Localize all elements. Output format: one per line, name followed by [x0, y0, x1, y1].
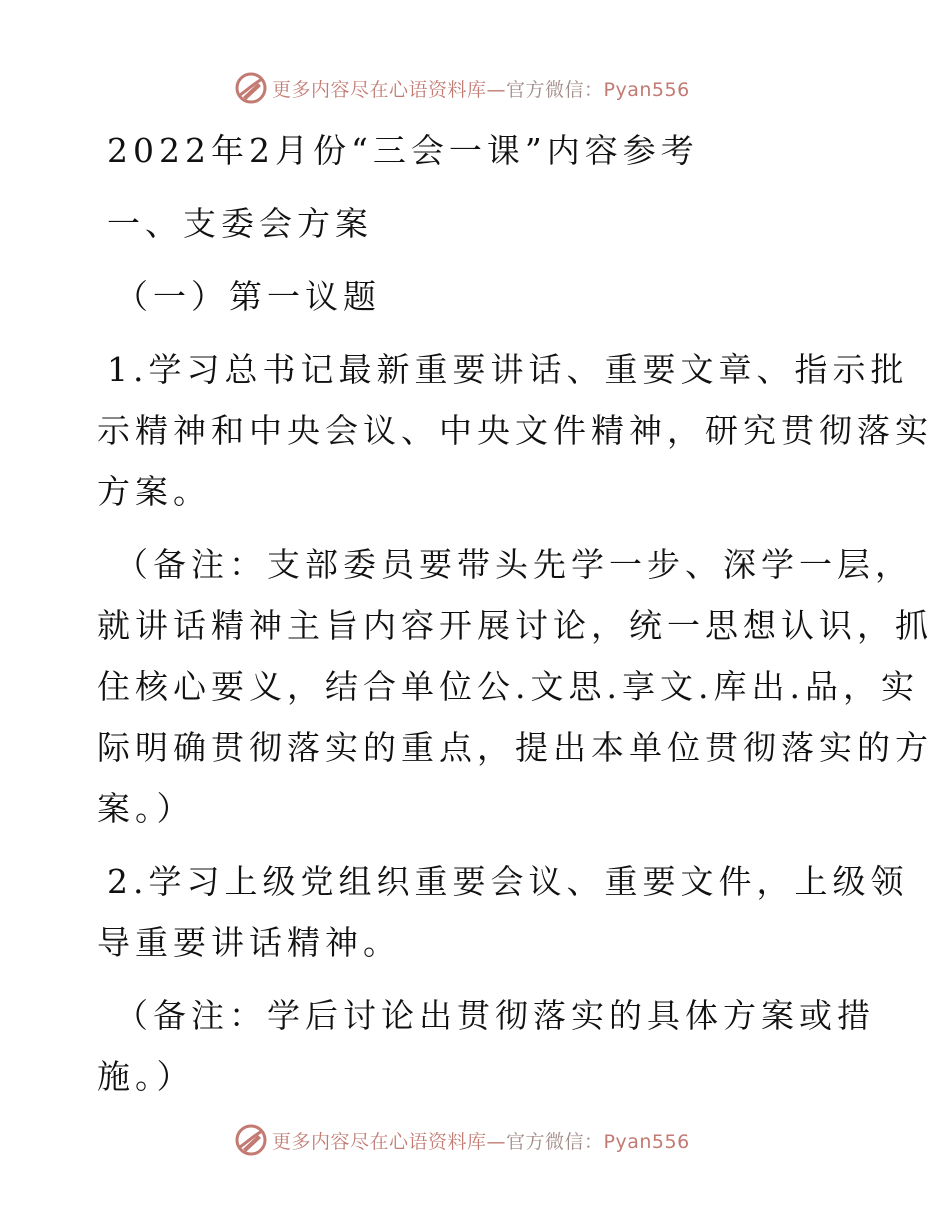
paragraph-line: 导重要讲话精神。	[97, 923, 401, 962]
paragraph-line: 示精神和中央会议、中央文件精神，研究贯彻落实	[97, 411, 933, 450]
subsection-heading: （一）第一议题	[115, 277, 381, 316]
paragraph-line: 案。）	[97, 789, 195, 828]
page-title: 2022年2月份“三会一课”内容参考	[107, 131, 699, 170]
watermark-banner-top	[234, 68, 754, 108]
document-body	[97, 118, 933, 1107]
agenda-note-1	[97, 534, 933, 839]
agenda-item-2	[97, 851, 909, 973]
agenda-item-1	[97, 339, 933, 522]
pen-logo-icon	[234, 1123, 268, 1157]
section-heading: 一、支委会方案	[107, 204, 373, 243]
agenda-note-2	[97, 985, 875, 1107]
paragraph-line: 2.学习上级党组织重要会议、重要文件，上级领	[107, 862, 909, 901]
paragraph-line: 施。）	[97, 1057, 195, 1096]
paragraph-line: （备注：学后讨论出贯彻落实的具体方案或措	[115, 996, 875, 1035]
paragraph-line: 就讲话精神主旨内容开展讨论，统一思想认识，抓	[97, 606, 933, 645]
paragraph-line: 际明确贯彻落实的重点，提出本单位贯彻落实的方	[97, 728, 933, 767]
watermark-text: 更多内容尽在心语资料库—官方微信：Pyan556	[272, 1130, 690, 1153]
paragraph-line: 住核心要义，结合单位公.文思.享文.库出.品，实	[97, 667, 919, 706]
watermark-banner-bottom	[234, 1120, 754, 1160]
paragraph-line: 1.学习总书记最新重要讲话、重要文章、指示批	[107, 350, 909, 389]
watermark-text: 更多内容尽在心语资料库—官方微信：Pyan556	[272, 78, 690, 101]
pen-logo-icon	[234, 71, 268, 105]
paragraph-line: （备注：支部委员要带头先学一步、深学一层，	[115, 545, 913, 584]
paragraph-line: 方案。	[97, 472, 211, 511]
